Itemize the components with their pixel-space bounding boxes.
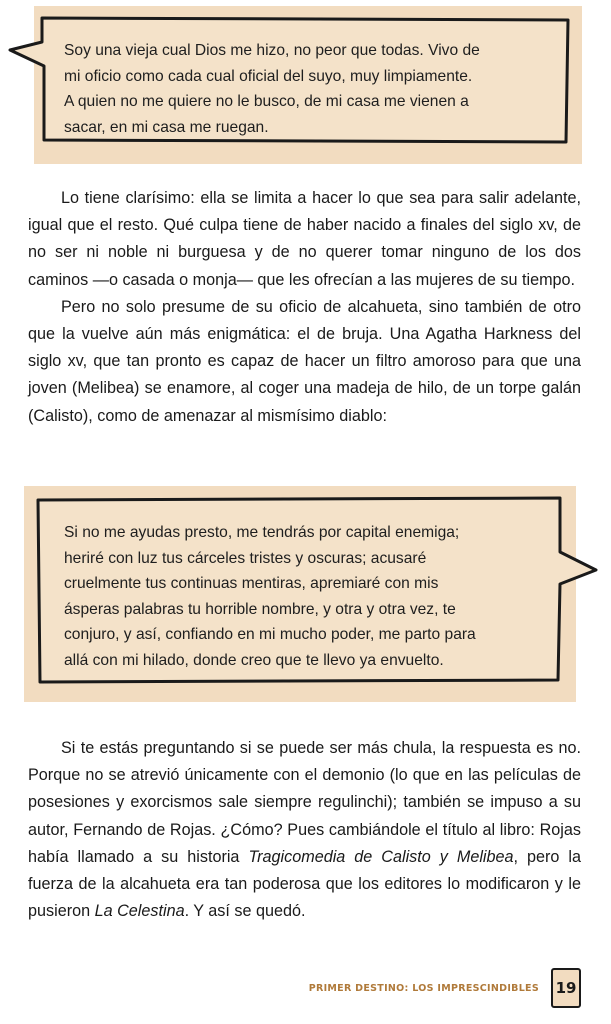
page-number-box	[551, 968, 581, 1008]
quote-2-line: allá con mi hilado, donde creo que te llevo ya envuelto.	[64, 651, 444, 669]
body-paragraphs-1	[28, 185, 581, 430]
body-paragraphs-2	[28, 735, 581, 925]
quote-1-line: sacar, en mi casa me ruegan.	[64, 118, 269, 136]
quote-bubble-2	[0, 480, 611, 710]
quote-2-line: Si no me ayudas presto, me tendrás por capital enemiga;	[64, 524, 460, 541]
quote-2-line: conjuro, y así, confiando en mi mucho poder, me parto para	[64, 626, 476, 643]
section-label: PRIMER DESTINO: LOS IMPRESCINDIBLES	[308, 982, 539, 994]
quote-1-line: A quien no me quiere no le busco, de mi casa me vienen a	[64, 93, 469, 110]
quote-2-line: heriré con luz tus cárceles tristes y oscuras; acusaré	[64, 549, 427, 567]
paragraph-text: . Y así se quedó.	[184, 902, 306, 921]
quote-2-line: ásperas palabras tu horrible nombre, y otra y otra vez, te	[64, 600, 456, 618]
quote-2-line: cruelmente tus continuas mentiras, apremiaré con mis	[64, 575, 439, 592]
paragraph: Pero no solo presume de su oficio de alcahueta, sino también de otro que la vuelve aún más enigmática: el de bruja. Una Agatha Harkness del siglo xv, que tan pronto es capaz de hacer un filtro amoroso para que una joven (Melibea) se enamore, al coger una madeja de hilo, de un torpe galán (Calisto), como de amenazar al mismísimo diablo:	[28, 297, 581, 425]
quote-1-line: Soy una vieja cual Dios me hizo, no peor que todas. Vivo de	[64, 42, 480, 59]
page-number: 19	[555, 979, 577, 997]
paragraph-text: , pero la fuerza de la alcahueta era tan poderosa que los editores lo modificaron y le pusieron	[28, 847, 582, 921]
paragraph-text: Si te estás preguntando si se puede ser más chula, la respuesta es no. Porque no se atrevió únicamente con el demonio (lo que en las películas de posesiones y exorcismos sale siempre regulinchi); también se impuso a su autor, Fernando de Rojas. ¿Cómo? Pues cambiándole el título al libro: Rojas había llamado a su historia	[28, 739, 581, 866]
quote-2-text	[64, 520, 554, 673]
quote-1-text	[64, 38, 554, 140]
book-title-italic: Tragicomedia de Calisto y Melibea	[248, 847, 514, 866]
quote-1-line: mi oficio como cada cual oficial del suyo, muy limpiamente.	[64, 67, 473, 85]
book-title-italic: La Celestina	[94, 902, 185, 921]
page-footer	[309, 968, 581, 1008]
paragraph: Lo tiene clarísimo: ella se limita a hacer lo que sea para salir adelante, igual que el resto. Qué culpa tiene de haber nacido a finales del siglo xv, de no ser ni noble ni burguesa y de no querer tomar ninguno de los dos caminos —o casada o monja— que les ofrecían a las mujeres de su tiempo.	[28, 189, 581, 289]
quote-bubble-1	[0, 0, 611, 170]
paragraph	[28, 735, 581, 925]
